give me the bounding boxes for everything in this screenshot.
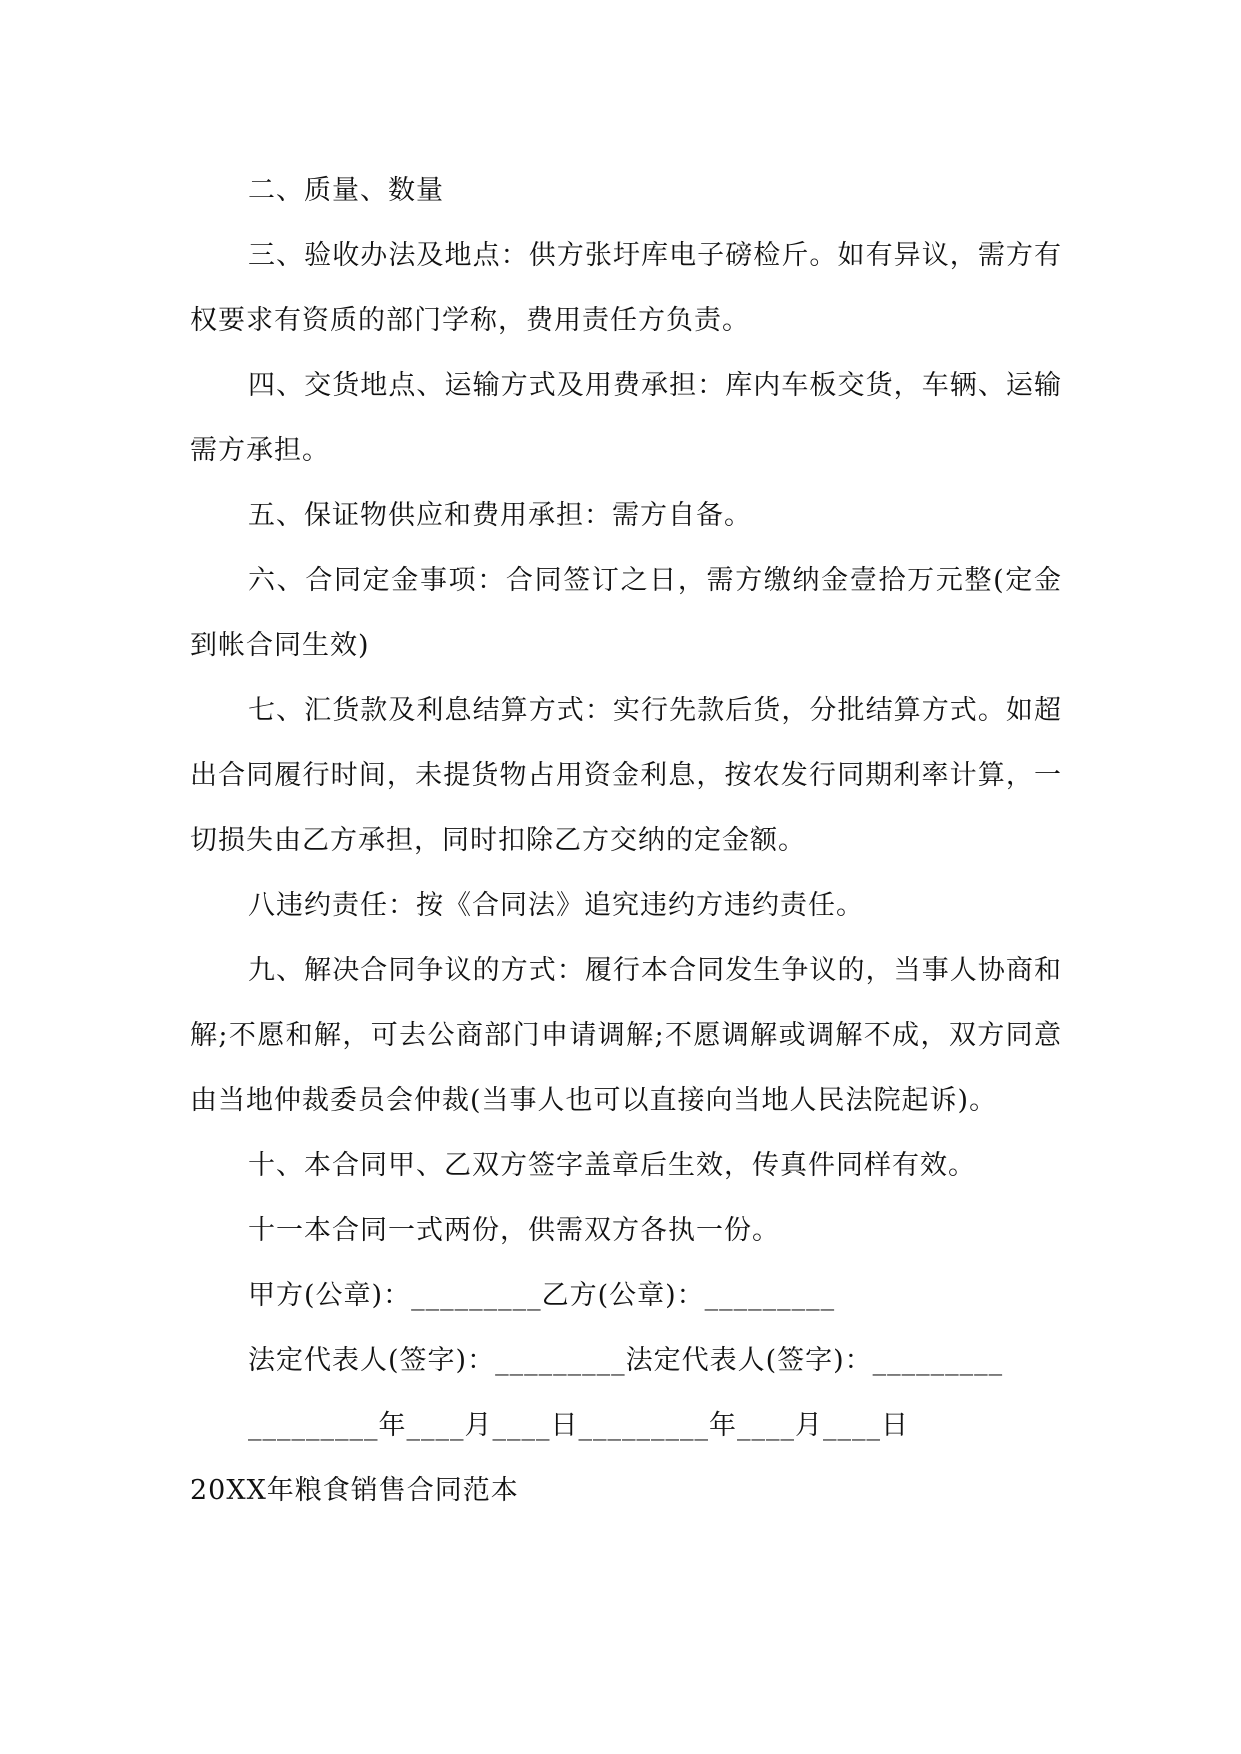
contract-body	[190, 158, 1062, 1523]
signature-date-line: _________年____月____日_________年____月____日	[248, 1410, 909, 1441]
clause-delivery: 四、交货地点、运输方式及用费承担：库内车板交货，车辆、运输需方承担。	[190, 370, 1062, 466]
clause-breach: 八违约责任：按《合同法》追究违约方违约责任。	[248, 890, 864, 921]
clause-copies: 十一本合同一式两份，供需双方各执一份。	[248, 1215, 780, 1246]
clause-guarantee-supply: 五、保证物供应和费用承担：需方自备。	[248, 500, 752, 531]
clause-deposit: 六、合同定金事项：合同签订之日，需方缴纳金壹拾万元整(定金到帐合同生效)	[190, 565, 1062, 661]
clause-inspection: 三、验收办法及地点：供方张圩库电子磅检斤。如有异议，需方有权要求有资质的部门学称，费用责任方负责。	[190, 240, 1062, 336]
clause-quality-quantity: 二、质量、数量	[248, 175, 444, 206]
next-document-title: 20XX年粮食销售合同范本	[190, 1475, 519, 1506]
clause-effective: 十、本合同甲、乙双方签字盖章后生效，传真件同样有效。	[248, 1150, 976, 1181]
clause-dispute: 九、解决合同争议的方式：履行本合同发生争议的，当事人协商和解;不愿和解，可去公商部门申请调解;不愿调解或调解不成，双方同意由当地仲裁委员会仲裁(当事人也可以直接向当地人民法院起诉)。	[190, 955, 1062, 1116]
signature-representative-line: 法定代表人(签字)：_________法定代表人(签字)：_________	[248, 1345, 1004, 1376]
clause-payment: 七、汇货款及利息结算方式：实行先款后货，分批结算方式。如超出合同履行时间，未提货物占用资金利息，按农发行同期利率计算，一切损失由乙方承担，同时扣除乙方交纳的定金额。	[190, 695, 1062, 856]
signature-seal-line: 甲方(公章)：_________乙方(公章)：_________	[248, 1280, 836, 1311]
